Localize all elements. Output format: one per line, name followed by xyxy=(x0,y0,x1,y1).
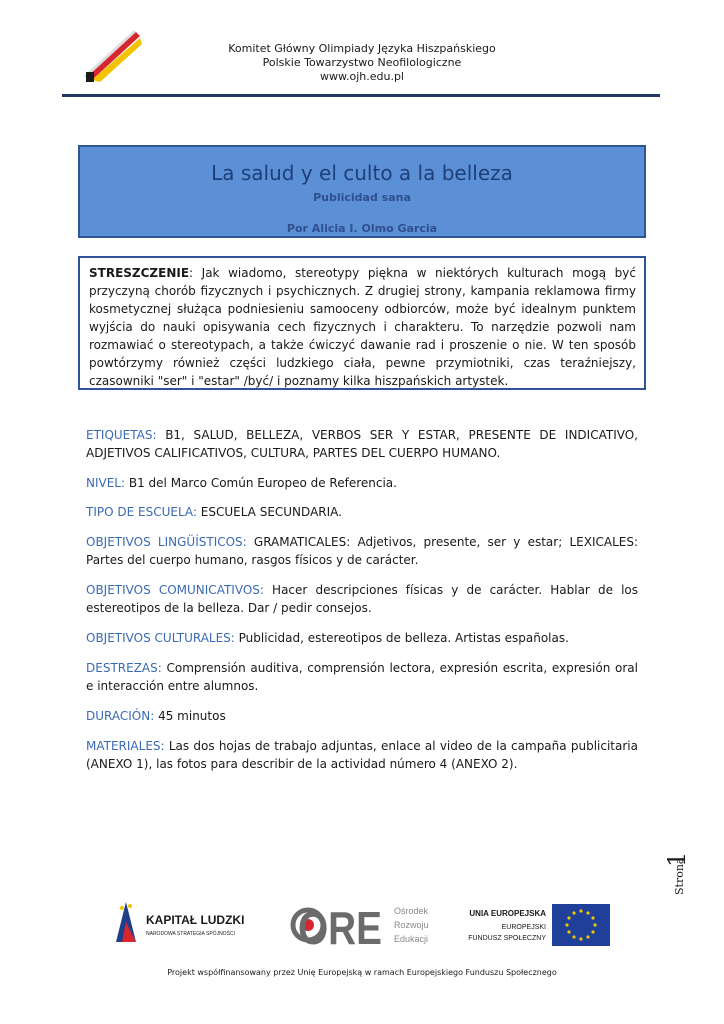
field-tipo-escuela-value: ESCUELA SECUNDARIA. xyxy=(196,505,342,519)
ore-line2: Rozwoju xyxy=(394,920,429,930)
ojh-logo xyxy=(84,30,142,82)
document-title: La salud y el culto a la belleza xyxy=(211,161,513,185)
ue-line1: UNIA EUROPEJSKA xyxy=(469,909,546,918)
field-materiales xyxy=(86,737,638,773)
kapital-ludzki-logo xyxy=(112,898,262,950)
field-objetivos-culturales xyxy=(86,629,638,647)
field-objetivos-culturales-value: Publicidad, estereotipos de belleza. Artistas españolas. xyxy=(234,631,569,645)
field-nivel-value: B1 del Marco Común Europeo de Referencia. xyxy=(125,476,397,490)
title-box xyxy=(78,145,646,238)
kapital-tagline: NARODOWA STRATEGIA SPÓJNOŚCI xyxy=(146,931,235,937)
header-society: Polskie Towarzystwo Neofilologiczne xyxy=(262,56,462,69)
field-objetivos-culturales-label: OBJETIVOS CULTURALES: xyxy=(86,631,235,645)
field-objetivos-comunicativos-label: OBJETIVOS COMUNICATIVOS: xyxy=(86,583,264,597)
summary-label: STRESZCZENIE xyxy=(89,266,190,280)
eu-logo xyxy=(462,902,614,952)
field-tipo-escuela-label: TIPO DE ESCUELA: xyxy=(86,505,197,519)
ore-mark: ORE xyxy=(298,902,382,952)
document-subtitle: Publicidad sana xyxy=(313,191,411,204)
field-duracion-value: 45 minutos xyxy=(154,709,226,723)
field-objetivos-linguisticos xyxy=(86,533,638,569)
field-destrezas-label: DESTREZAS: xyxy=(86,661,162,675)
field-objetivos-comunicativos-value: Hacer descripciones físicas y de carácter. Hablar de los estereotipos de la belleza. Dar / pedir consejos. xyxy=(86,583,639,615)
field-objetivos-linguisticos-label: OBJETIVOS LINGÜÍSTICOS: xyxy=(86,535,247,549)
field-objetivos-linguisticos-value: GRAMATICALES: Adjetivos, presente, ser y estar; LEXICALES: Partes del cuerpo humano, rasgos físicos y de carácter. xyxy=(86,535,638,567)
header-divider xyxy=(62,94,660,97)
summary-box xyxy=(78,256,646,390)
field-tipo-escuela xyxy=(86,503,638,521)
field-materiales-label: MATERIALES: xyxy=(86,739,165,753)
field-objetivos-comunicativos xyxy=(86,581,638,617)
document-author: Por Alicia I. Olmo Garcia xyxy=(286,222,438,235)
ore-line3: Edukacji xyxy=(394,934,429,944)
ue-line2: EUROPEJSKI xyxy=(501,924,546,931)
field-duracion xyxy=(86,707,638,725)
page-number-marker xyxy=(660,845,694,905)
page-number: 1 xyxy=(663,851,691,867)
ore-logo xyxy=(290,898,450,952)
field-nivel-label: NIVEL: xyxy=(86,476,126,490)
header-org: Komitet Główny Olimpiady Języka Hiszpańskiego xyxy=(228,42,496,55)
kapital-name: KAPITAŁ LUDZKI xyxy=(146,913,245,927)
field-etiquetas xyxy=(86,426,638,462)
field-materiales-value: Las dos hojas de trabajo adjuntas, enlace al video de la campaña publicitaria (ANEXO 1), las fotos para describir de la actividad número 4 (ANEXO 2). xyxy=(86,739,638,771)
field-destrezas-value: Comprensión auditiva, comprensión lectora, expresión escrita, expresión oral e interacción entre alumnos. xyxy=(86,661,638,693)
ue-line3: FUNDUSZ SPOŁECZNY xyxy=(468,935,546,942)
footer-note: Projekt współfinansowany przez Unię Europejską w ramach Europejskiego Funduszu Społecznego xyxy=(167,968,557,977)
field-duracion-label: DURACIÓN: xyxy=(86,709,155,723)
ore-line1: Ośrodek xyxy=(394,906,429,916)
summary-text: : Jak wiadomo, stereotypy piękna w niektórych kulturach mogą być przyczyną chorób fizycznych i psychicznych. Z drugiej strony, kampania reklamowa firmy kosmetycznej służąca podniesieniu samooceny odbiorców, może być idealnym punktem wyjścia do nauki opisywania cech fizycznych i charakteru. To narzędzie pozwoli nam rozmawiać o stereotypach, a także ćwiczyć dawanie rad i proszenie o nie. W ten sposób powtórzymy również części ludzkiego ciała, pewne przymiotniki, czas teraźniejszy, czasowniki "ser" i "estar" /być/ i poznamy kilka hiszpańskich artystek. xyxy=(89,266,636,388)
page-word: Strona xyxy=(673,857,686,895)
header-text xyxy=(200,42,524,84)
field-nivel xyxy=(86,474,638,492)
field-destrezas xyxy=(86,659,638,695)
header-website[interactable]: www.ojh.edu.pl xyxy=(320,70,404,83)
field-etiquetas-value: B1, SALUD, BELLEZA, VERBOS SER Y ESTAR, PRESENTE DE INDICATIVO, ADJETIVOS CALIFICATIVOS, CULTURA, PARTES DEL CUERPO HUMANO. xyxy=(86,428,638,460)
field-etiquetas-label: ETIQUETAS: xyxy=(86,428,157,442)
